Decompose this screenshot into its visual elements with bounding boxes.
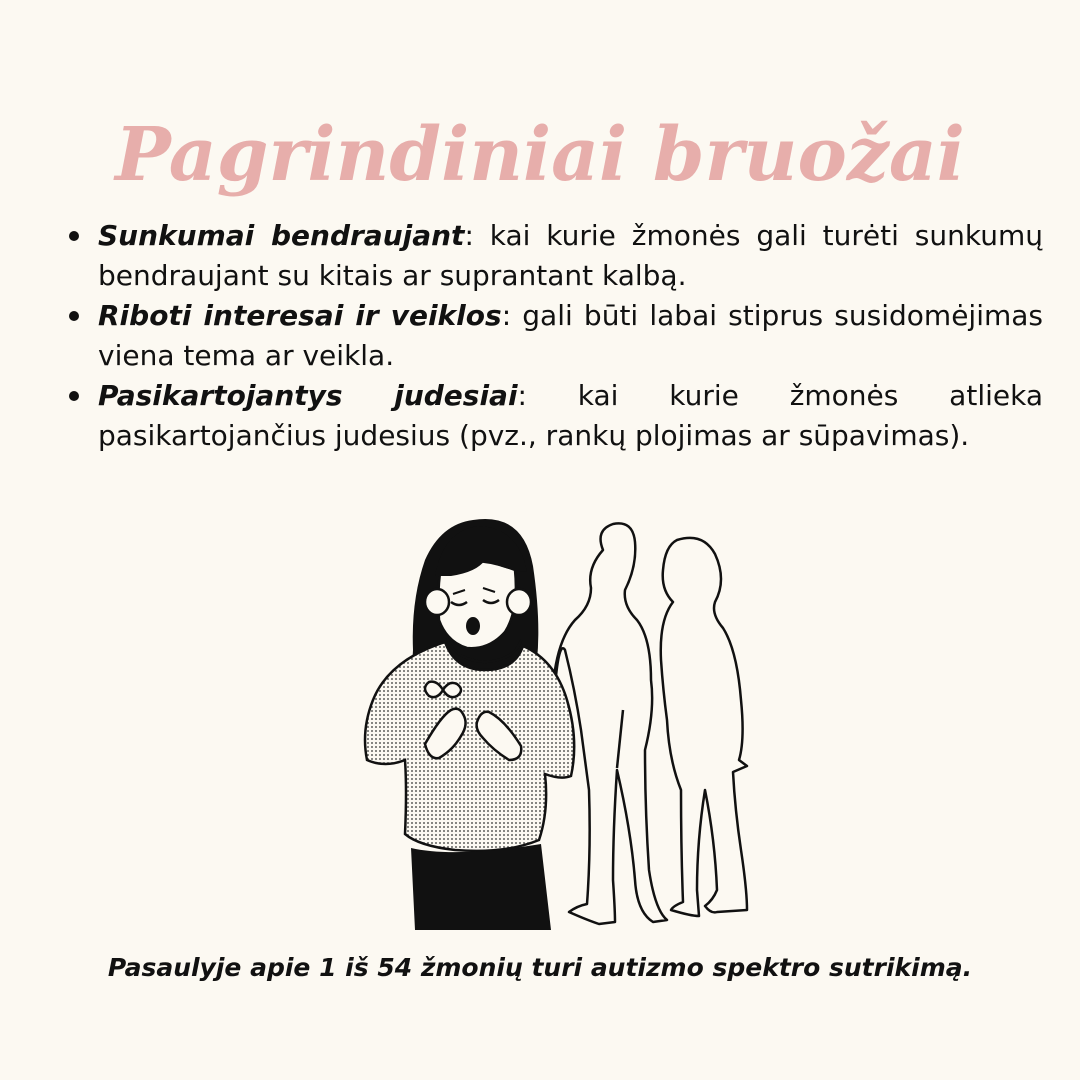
statistic-footer: Pasaulyje apie 1 iš 54 žmonių turi autizmo spektro sutrikimą.: [107, 953, 973, 982]
trait-term: Sunkumai bendraujant: [98, 219, 465, 252]
trait-separator: :: [517, 379, 527, 412]
illustration-svg: [355, 510, 775, 940]
girl-singing-icon: [365, 519, 574, 930]
trait-description: kai kurie žmonės gali turėti sunkumų bendraujant su kitais ar suprantant kalbą.: [98, 219, 1043, 292]
list-item: [98, 296, 1043, 376]
trait-description: kai kurie žmonės atlieka pasikartojančius judesius (pvz., rankų plojimas ar sūpavimas).: [98, 379, 1043, 452]
page-title: Pagrindiniai bruožai: [115, 111, 965, 198]
trait-term: Pasikartojantys judesiai: [98, 379, 518, 412]
trait-term: Riboti interesai ir veiklos: [98, 299, 502, 332]
woman-outline-icon: [661, 538, 747, 916]
traits-list: [98, 216, 1043, 456]
trait-separator: :: [501, 299, 512, 332]
illustration: [355, 510, 775, 940]
trait-description: gali būti labai stiprus susidomėjimas viena tema ar veikla.: [98, 299, 1043, 372]
list-item: [98, 216, 1043, 296]
trait-separator: :: [464, 219, 474, 252]
list-item: [98, 376, 1043, 456]
